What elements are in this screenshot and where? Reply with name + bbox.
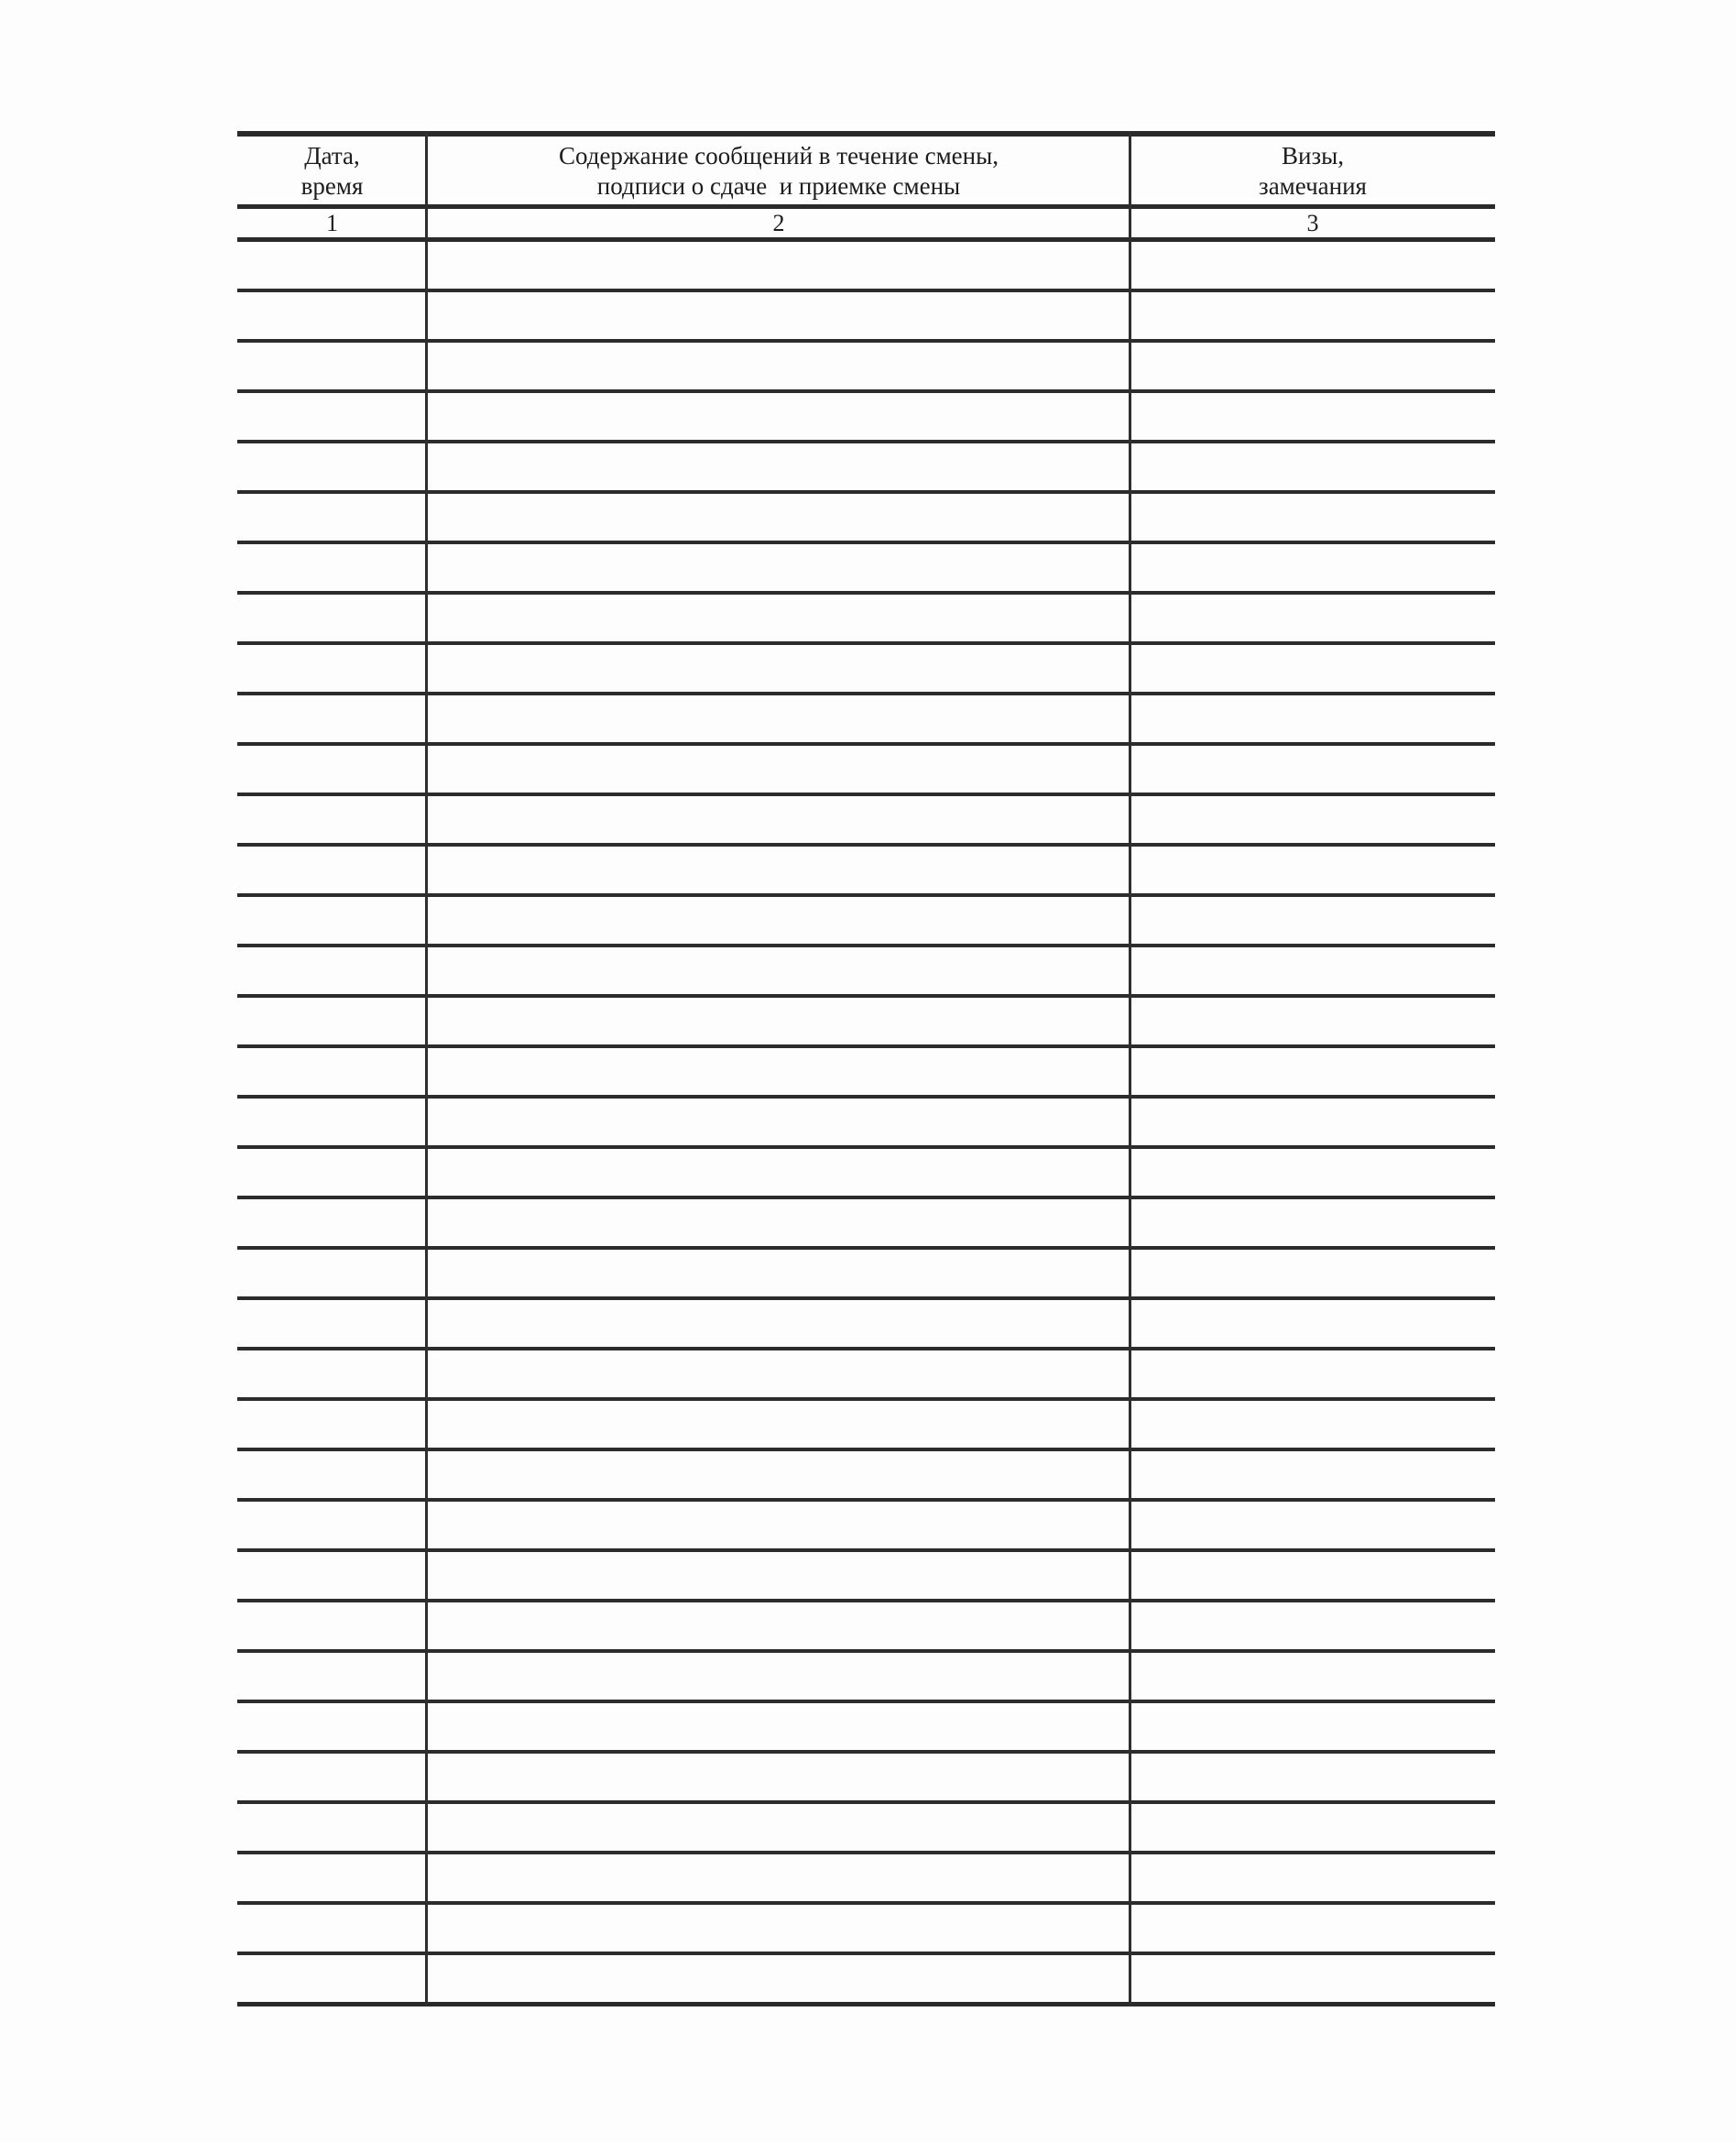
content-cell [427,796,1130,843]
date-time-cell [237,343,427,389]
content-cell [427,1552,1130,1599]
date-time-cell [237,443,427,490]
visa-cell [1130,1804,1495,1851]
visa-cell [1130,1905,1495,1952]
content-cell [427,1602,1130,1649]
visa-cell [1130,897,1495,944]
date-time-cell [237,1502,427,1548]
shift-log-table [237,131,1495,2006]
header-date-time-line1: Дата, [304,142,360,169]
visa-cell [1130,1955,1495,2002]
visa-cell [1130,695,1495,742]
content-cell [427,343,1130,389]
header-visas-line1: Визы, [1281,142,1344,169]
column-divider-1 [425,131,428,2006]
content-cell [427,847,1130,893]
visa-cell [1130,947,1495,994]
date-time-cell [237,1955,427,2002]
date-time-cell [237,998,427,1044]
date-time-cell [237,1350,427,1397]
date-time-cell [237,1048,427,1095]
date-time-cell [237,595,427,641]
visa-cell [1130,443,1495,490]
date-time-cell [237,242,427,289]
content-cell [427,242,1130,289]
visa-cell [1130,1653,1495,1700]
content-cell [427,292,1130,339]
date-time-cell [237,1451,427,1498]
content-cell [427,443,1130,490]
date-time-cell [237,1754,427,1800]
content-cell [427,1955,1130,2002]
header-visas [1130,137,1495,204]
visa-cell [1130,1149,1495,1196]
content-cell [427,1401,1130,1448]
visa-cell [1130,595,1495,641]
visa-cell [1130,1250,1495,1296]
visa-cell [1130,1300,1495,1347]
visa-cell [1130,494,1495,541]
content-cell [427,1199,1130,1246]
date-time-cell [237,1602,427,1649]
visa-cell [1130,746,1495,793]
date-time-cell [237,847,427,893]
visa-cell [1130,796,1495,843]
content-cell [427,1854,1130,1901]
date-time-cell [237,1199,427,1246]
content-cell [427,1451,1130,1498]
content-cell [427,746,1130,793]
date-time-cell [237,1552,427,1599]
visa-cell [1130,1602,1495,1649]
column-number-2: 2 [772,209,785,236]
content-cell [427,1099,1130,1145]
date-time-cell [237,1099,427,1145]
header-shift-content-line1: Содержание сообщений в течение смены, [558,142,999,169]
date-time-cell [237,544,427,591]
date-time-cell [237,947,427,994]
date-time-cell [237,746,427,793]
date-time-cell [237,1149,427,1196]
content-cell [427,1905,1130,1952]
content-cell [427,1250,1130,1296]
date-time-cell [237,1653,427,1700]
visa-cell [1130,847,1495,893]
visa-cell [1130,393,1495,440]
column-divider-2 [1129,131,1131,2006]
visa-cell [1130,292,1495,339]
content-cell [427,1653,1130,1700]
column-number-3: 3 [1306,209,1319,236]
visa-cell [1130,1502,1495,1548]
content-cell [427,695,1130,742]
date-time-cell [237,393,427,440]
header-date-time-line2: время [300,172,364,200]
date-time-cell [237,645,427,692]
header-shift-content-line2: подписи о сдаче и приемке смены [596,172,961,200]
date-time-cell [237,1250,427,1296]
date-time-cell [237,1804,427,1851]
content-cell [427,897,1130,944]
date-time-cell [237,897,427,944]
visa-cell [1130,1199,1495,1246]
date-time-cell [237,1905,427,1952]
header-date-time [237,137,427,204]
content-cell [427,645,1130,692]
date-time-cell [237,1703,427,1750]
content-cell [427,1703,1130,1750]
content-cell [427,1048,1130,1095]
content-cell [427,1350,1130,1397]
visa-cell [1130,645,1495,692]
content-cell [427,595,1130,641]
visa-cell [1130,1754,1495,1800]
date-time-cell [237,695,427,742]
visa-cell [1130,998,1495,1044]
header-shift-content [427,137,1130,204]
visa-cell [1130,1048,1495,1095]
visa-cell [1130,1703,1495,1750]
content-cell [427,544,1130,591]
content-cell [427,1149,1130,1196]
date-time-cell [237,494,427,541]
visa-cell [1130,1350,1495,1397]
visa-cell [1130,544,1495,591]
date-time-cell [237,1401,427,1448]
header-visas-line2: замечания [1259,172,1367,200]
column-number-1: 1 [326,209,338,236]
visa-cell [1130,1552,1495,1599]
content-cell [427,998,1130,1044]
content-cell [427,1754,1130,1800]
visa-cell [1130,343,1495,389]
content-cell [427,1502,1130,1548]
visa-cell [1130,1451,1495,1498]
date-time-cell [237,1854,427,1901]
content-cell [427,947,1130,994]
visa-cell [1130,242,1495,289]
content-cell [427,1804,1130,1851]
visa-cell [1130,1401,1495,1448]
content-cell [427,494,1130,541]
visa-cell [1130,1854,1495,1901]
content-cell [427,393,1130,440]
content-cell [427,1300,1130,1347]
date-time-cell [237,1300,427,1347]
date-time-cell [237,796,427,843]
visa-cell [1130,1099,1495,1145]
date-time-cell [237,292,427,339]
